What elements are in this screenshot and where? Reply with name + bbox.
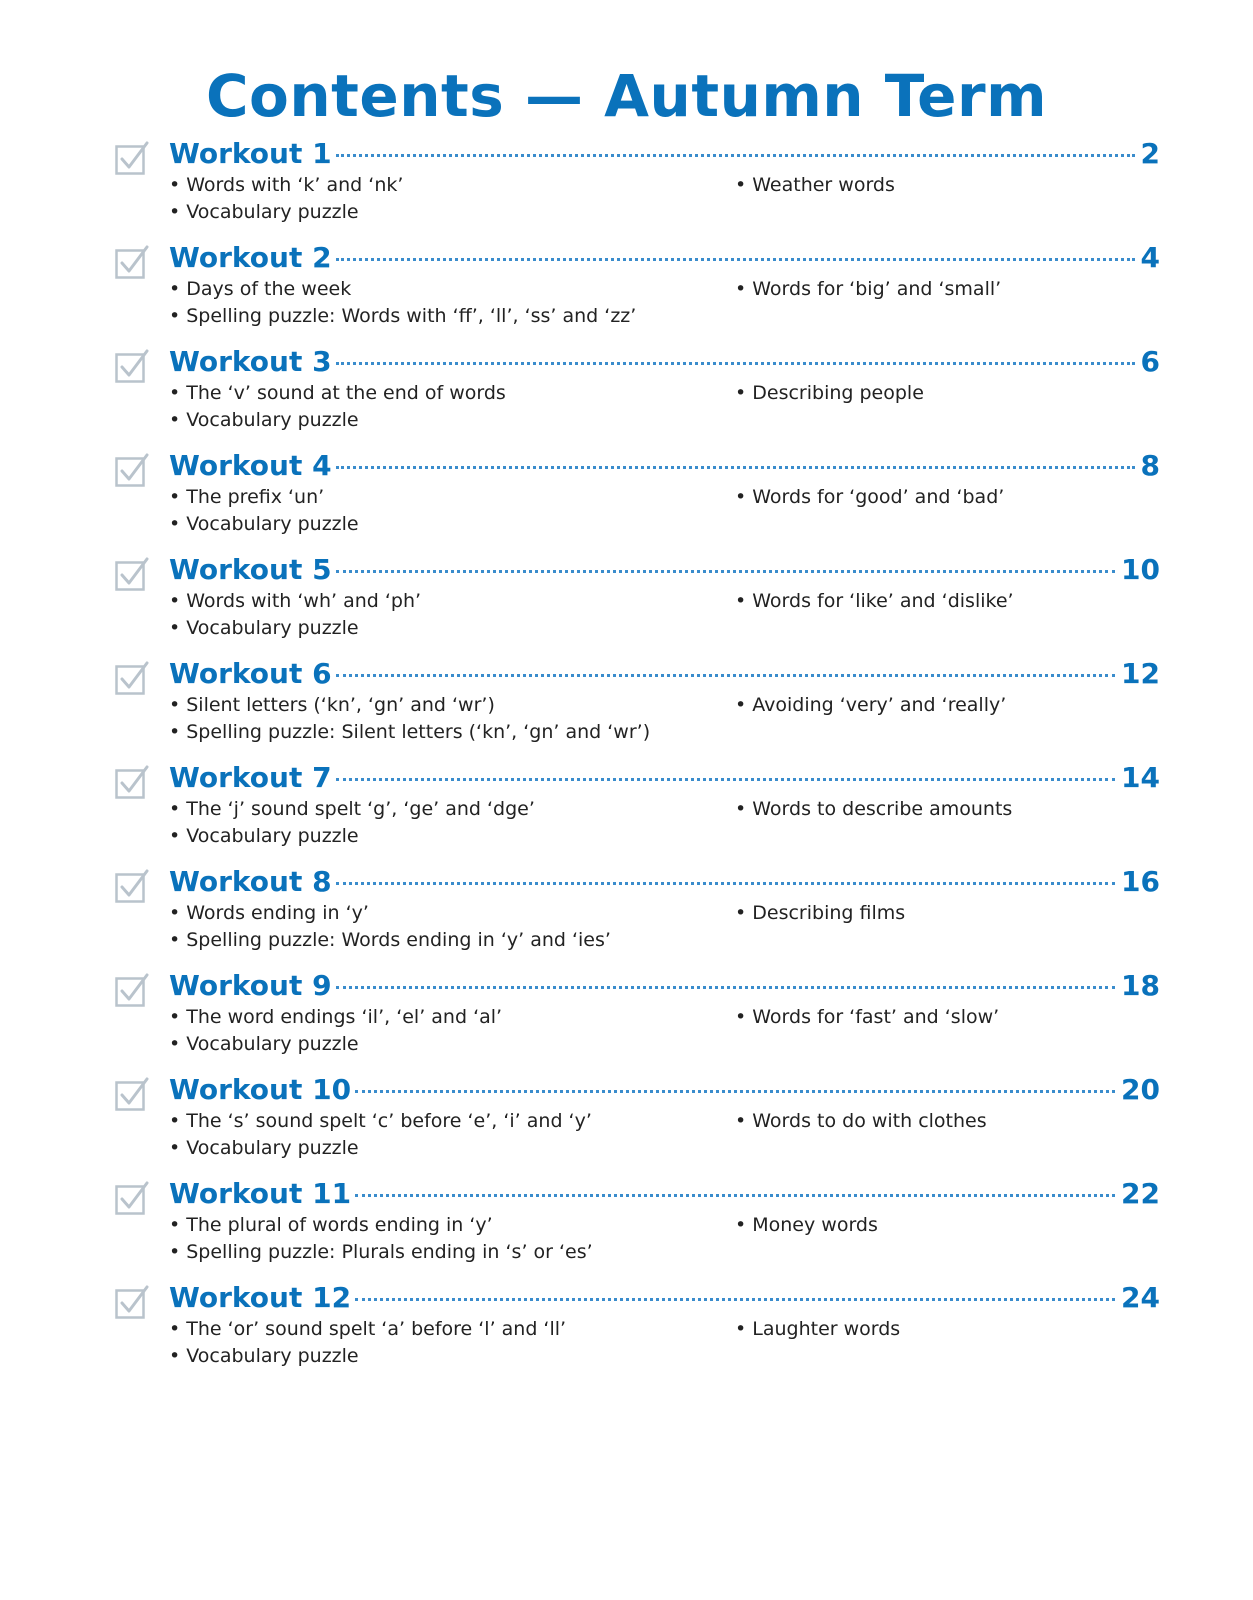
topic-item: • Words for ‘big’ and ‘small’ xyxy=(735,278,1002,300)
topic-item: • Words with ‘wh’ and ‘ph’ xyxy=(169,590,422,612)
workout-title[interactable]: Workout 2 xyxy=(169,241,332,274)
topic-item: • The ‘s’ sound spelt ‘c’ before ‘e’, ‘i’ and ‘y’ xyxy=(169,1110,592,1132)
topic-item: • Vocabulary puzzle xyxy=(169,1033,359,1055)
workout-title[interactable]: Workout 9 xyxy=(169,969,332,1002)
workout-entry-4[interactable] xyxy=(115,446,1160,550)
topic-item: • The word endings ‘il’, ‘el’ and ‘al’ xyxy=(169,1006,503,1028)
topic-item: • Describing people xyxy=(735,382,924,404)
checkbox-icon[interactable] xyxy=(115,869,149,903)
workout-heading-row xyxy=(169,654,1160,694)
workout-entry-2[interactable] xyxy=(115,238,1160,342)
checkbox-icon[interactable] xyxy=(115,141,149,175)
topic-item: • Vocabulary puzzle xyxy=(169,513,359,535)
page-number[interactable]: 10 xyxy=(1121,553,1160,586)
workout-entry-11[interactable] xyxy=(115,1174,1160,1278)
workout-entry-7[interactable] xyxy=(115,758,1160,862)
dot-leader xyxy=(355,1194,1115,1197)
topic-item: • Vocabulary puzzle xyxy=(169,409,359,431)
workout-entry-10[interactable] xyxy=(115,1070,1160,1174)
workout-heading-row xyxy=(169,342,1160,382)
topic-item: • The ‘j’ sound spelt ‘g’, ‘ge’ and ‘dge’ xyxy=(169,798,535,820)
dot-leader xyxy=(355,1298,1115,1301)
topic-item: • The plural of words ending in ‘y’ xyxy=(169,1214,493,1236)
workout-heading-row xyxy=(169,1278,1160,1318)
workout-title[interactable]: Workout 5 xyxy=(169,553,332,586)
workout-title[interactable]: Workout 3 xyxy=(169,345,332,378)
topic-item: • Words for ‘good’ and ‘bad’ xyxy=(735,486,1005,508)
workout-entry-5[interactable] xyxy=(115,550,1160,654)
page-number[interactable]: 6 xyxy=(1140,345,1160,378)
checkbox-icon[interactable] xyxy=(115,973,149,1007)
workout-heading-row xyxy=(169,550,1160,590)
dot-leader xyxy=(336,154,1135,157)
topic-item: • Vocabulary puzzle xyxy=(169,617,359,639)
topic-item: • Weather words xyxy=(735,174,895,196)
topic-item: • Spelling puzzle: Words with ‘ff’, ‘ll’, ‘ss’ and ‘zz’ xyxy=(169,305,637,327)
topic-item: • The prefix ‘un’ xyxy=(169,486,325,508)
workout-heading-row xyxy=(169,862,1160,902)
topic-item: • Words with ‘k’ and ‘nk’ xyxy=(169,174,404,196)
topic-item: • Spelling puzzle: Plurals ending in ‘s’ or ‘es’ xyxy=(169,1241,593,1263)
checkbox-icon[interactable] xyxy=(115,765,149,799)
workout-heading-row xyxy=(169,1174,1160,1214)
workout-title[interactable]: Workout 6 xyxy=(169,657,332,690)
workout-title[interactable]: Workout 11 xyxy=(169,1177,352,1210)
page-number[interactable]: 24 xyxy=(1121,1281,1160,1314)
page-number[interactable]: 18 xyxy=(1121,969,1160,1002)
workout-heading-row xyxy=(169,966,1160,1006)
workout-entry-9[interactable] xyxy=(115,966,1160,1070)
topic-item: • The ‘or’ sound spelt ‘a’ before ‘l’ and ‘ll’ xyxy=(169,1318,567,1340)
page-number[interactable]: 12 xyxy=(1121,657,1160,690)
dot-leader xyxy=(336,986,1115,989)
topic-item: • Days of the week xyxy=(169,278,352,300)
dot-leader xyxy=(336,882,1115,885)
workout-heading-row xyxy=(169,1070,1160,1110)
checkbox-icon[interactable] xyxy=(115,557,149,591)
workout-title[interactable]: Workout 7 xyxy=(169,761,332,794)
workout-entry-3[interactable] xyxy=(115,342,1160,446)
page-number[interactable]: 8 xyxy=(1140,449,1160,482)
checkbox-icon[interactable] xyxy=(115,245,149,279)
contents-list xyxy=(115,134,1160,1382)
topic-item: • Silent letters (‘kn’, ‘gn’ and ‘wr’) xyxy=(169,694,495,716)
dot-leader xyxy=(336,570,1115,573)
dot-leader xyxy=(336,674,1115,677)
topic-item: • The ‘v’ sound at the end of words xyxy=(169,382,506,404)
page-number[interactable]: 20 xyxy=(1121,1073,1160,1106)
workout-entry-8[interactable] xyxy=(115,862,1160,966)
dot-leader xyxy=(336,466,1135,469)
workout-heading-row xyxy=(169,238,1160,278)
page-number[interactable]: 4 xyxy=(1140,241,1160,274)
page-title: Contents — Autumn Term xyxy=(205,62,1048,130)
topic-item: • Laughter words xyxy=(735,1318,901,1340)
checkbox-icon[interactable] xyxy=(115,1181,149,1215)
topic-item: • Vocabulary puzzle xyxy=(169,1137,359,1159)
workout-title[interactable]: Workout 4 xyxy=(169,449,332,482)
topic-item: • Words to do with clothes xyxy=(735,1110,987,1132)
workout-title[interactable]: Workout 8 xyxy=(169,865,332,898)
topic-item: • Avoiding ‘very’ and ‘really’ xyxy=(735,694,1007,716)
workout-entry-1[interactable] xyxy=(115,134,1160,238)
workout-title[interactable]: Workout 1 xyxy=(169,137,332,170)
checkbox-icon[interactable] xyxy=(115,1077,149,1111)
dot-leader xyxy=(336,778,1115,781)
workout-title[interactable]: Workout 10 xyxy=(169,1073,352,1106)
topic-item: • Vocabulary puzzle xyxy=(169,1345,359,1367)
page-number[interactable]: 16 xyxy=(1121,865,1160,898)
checkbox-icon[interactable] xyxy=(115,453,149,487)
topic-item: • Vocabulary puzzle xyxy=(169,201,359,223)
topic-item: • Money words xyxy=(735,1214,878,1236)
page-number[interactable]: 2 xyxy=(1140,137,1160,170)
page-number[interactable]: 22 xyxy=(1121,1177,1160,1210)
topic-item: • Words for ‘like’ and ‘dislike’ xyxy=(735,590,1014,612)
checkbox-icon[interactable] xyxy=(115,1285,149,1319)
topic-item: • Vocabulary puzzle xyxy=(169,825,359,847)
workout-title[interactable]: Workout 12 xyxy=(169,1281,352,1314)
dot-leader xyxy=(355,1090,1115,1093)
topic-item: • Describing films xyxy=(735,902,906,924)
topic-item: • Spelling puzzle: Words ending in ‘y’ and ‘ies’ xyxy=(169,929,611,951)
dot-leader xyxy=(336,258,1135,261)
workout-heading-row xyxy=(169,758,1160,798)
workout-heading-row xyxy=(169,446,1160,486)
workout-entry-12[interactable] xyxy=(115,1278,1160,1382)
topic-item: • Words ending in ‘y’ xyxy=(169,902,369,924)
topic-item: • Words for ‘fast’ and ‘slow’ xyxy=(735,1006,1000,1028)
page-number[interactable]: 14 xyxy=(1121,761,1160,794)
checkbox-icon[interactable] xyxy=(115,349,149,383)
checkbox-icon[interactable] xyxy=(115,661,149,695)
topic-item: • Words to describe amounts xyxy=(735,798,1013,820)
workout-entry-6[interactable] xyxy=(115,654,1160,758)
workout-heading-row xyxy=(169,134,1160,174)
topic-item: • Spelling puzzle: Silent letters (‘kn’, ‘gn’ and ‘wr’) xyxy=(169,721,651,743)
dot-leader xyxy=(336,362,1135,365)
